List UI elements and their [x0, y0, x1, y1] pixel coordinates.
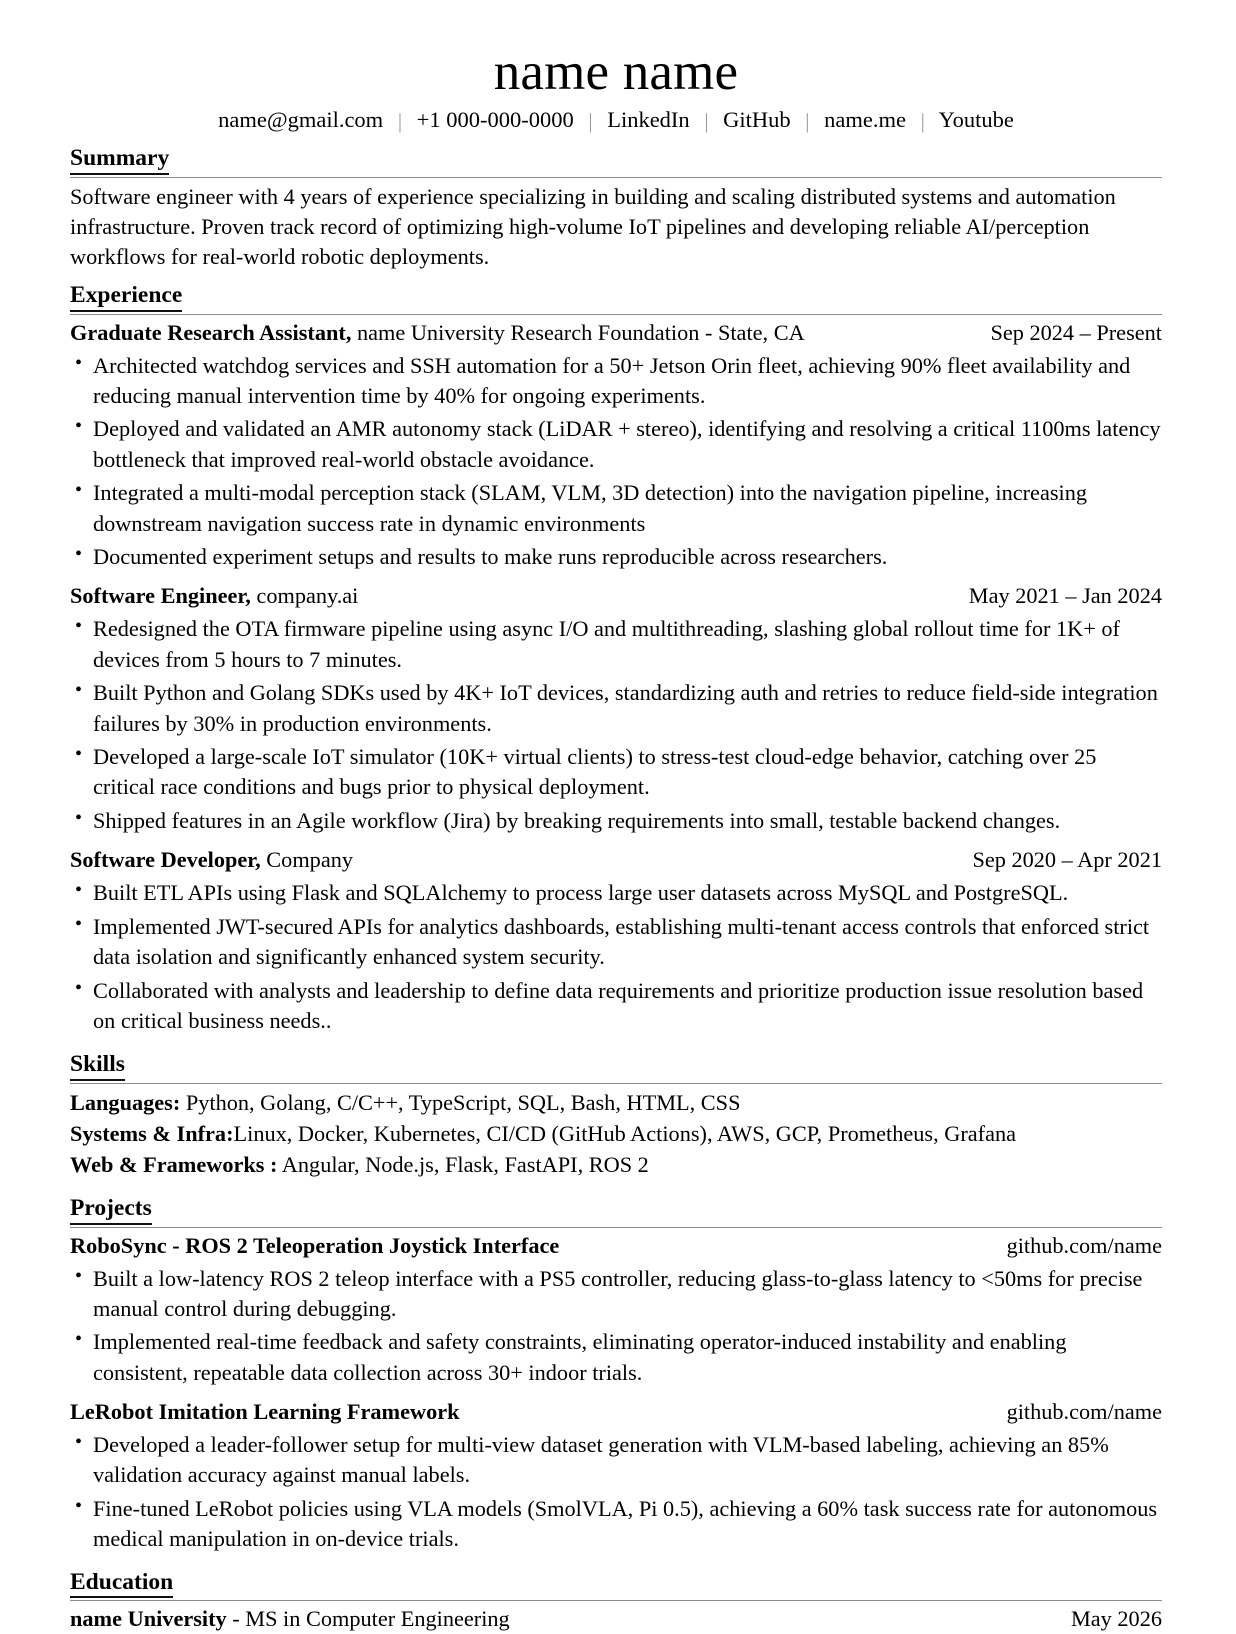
spacer	[70, 1036, 1162, 1051]
contact-youtube-link[interactable]: Youtube	[938, 107, 1014, 133]
experience-entry-title	[70, 319, 972, 348]
education-left	[70, 1605, 510, 1634]
project-entry-head	[70, 1398, 1162, 1427]
job-date: Sep 2024 – Present	[990, 319, 1162, 345]
contact-separator-icon: |	[920, 109, 925, 134]
contact-linkedin-link[interactable]: LinkedIn	[607, 107, 690, 133]
experience-bullets	[70, 878, 1162, 1036]
list-item: • Redesigned the OTA firmware pipeline using async I/O and multithreading, slashing global rollout time for 1K+ of devices from 5 hours to 7 minutes.	[70, 614, 1162, 674]
experience-entry-head	[70, 846, 1162, 875]
list-item: • Architected watchdog services and SSH automation for a 50+ Jetson Orin fleet, achieving 90% fleet availability and reducing manual intervention time by 40% for ongoing experiments.	[70, 351, 1162, 411]
contact-separator-icon: |	[805, 109, 810, 134]
section-education	[70, 1569, 1162, 1634]
section-rule	[70, 1227, 1162, 1228]
list-item: • Deployed and validated an AMR autonomy stack (LiDAR + stereo), identifying and resolving a critical 1100ms latency bottleneck that improved real-world obstacle avoidance.	[70, 414, 1162, 474]
experience-bullets	[70, 351, 1162, 573]
spacer	[70, 1554, 1162, 1569]
project-link[interactable]: github.com/name	[1006, 1232, 1162, 1258]
spacer	[70, 1180, 1162, 1195]
project-bullets	[70, 1430, 1162, 1554]
experience-entry	[70, 319, 1162, 573]
job-role: Software Engineer,	[70, 583, 251, 609]
section-skills	[70, 1051, 1162, 1180]
experience-entry-head	[70, 582, 1162, 611]
contact-line	[70, 106, 1162, 134]
experience-entry-head	[70, 319, 1162, 348]
list-item: • Developed a large-scale IoT simulator (10K+ virtual clients) to stress-test cloud-edge behavior, catching over 25 critical race conditions and bugs prior to physical deployment.	[70, 742, 1162, 802]
education-heading-wrap	[70, 1569, 1162, 1598]
projects-heading-wrap	[70, 1195, 1162, 1224]
contact-separator-icon: |	[704, 109, 709, 134]
section-experience	[70, 282, 1162, 1036]
skill-value: Angular, Node.js, Flask, FastAPI, ROS 2	[277, 1152, 649, 1178]
list-item: • Implemented real-time feedback and safety constraints, eliminating operator-induced instability and enabling consistent, repeatable data collection across 30+ indoor trials.	[70, 1327, 1162, 1387]
list-item: • Built a low-latency ROS 2 teleop interface with a PS5 controller, reducing glass-to-glass latency to <50ms for precise manual control during debugging.	[70, 1264, 1162, 1324]
section-heading-experience: Experience	[70, 282, 182, 311]
skills-heading-wrap	[70, 1051, 1162, 1080]
education-degree: - MS in Computer Engineering	[226, 1606, 510, 1632]
project-entry	[70, 1398, 1162, 1554]
list-item: • Fine-tuned LeRobot policies using VLA models (SmolVLA, Pi 0.5), achieving a 60% task success rate for autonomous medical manipulation in on-device trials.	[70, 1494, 1162, 1554]
project-entry	[70, 1232, 1162, 1388]
section-heading-summary: Summary	[70, 145, 169, 174]
contact-website-link[interactable]: name.me	[824, 107, 906, 133]
section-heading-projects: Projects	[70, 1195, 152, 1224]
candidate-name: name name	[493, 43, 739, 101]
section-heading-skills: Skills	[70, 1051, 125, 1080]
job-date: May 2021 – Jan 2024	[968, 583, 1162, 609]
resume-header	[70, 44, 1162, 134]
section-rule	[70, 314, 1162, 315]
section-heading-education: Education	[70, 1569, 173, 1598]
education-school: name University	[70, 1606, 227, 1632]
project-title: LeRobot Imitation Learning Framework	[70, 1398, 460, 1424]
list-item: • Implemented JWT-secured APIs for analytics dashboards, establishing multi-tenant access controls that enforced strict data isolation and significantly enhanced system security.	[70, 912, 1162, 972]
skill-label: Web & Frameworks :	[70, 1152, 278, 1178]
experience-entry	[70, 846, 1162, 1036]
summary-heading-wrap	[70, 145, 1162, 174]
project-bullets	[70, 1264, 1162, 1388]
contact-phone[interactable]: +1 000-000-0000	[416, 107, 574, 133]
list-item: • Built Python and Golang SDKs used by 4K+ IoT devices, standardizing auth and retries to reduce field-side integration failures by 30% in production environments.	[70, 678, 1162, 738]
section-rule	[70, 1600, 1162, 1601]
job-org: company.ai	[250, 583, 359, 609]
section-rule	[70, 177, 1162, 178]
section-projects	[70, 1195, 1162, 1554]
skill-label: Systems & Infra:	[70, 1120, 234, 1146]
experience-entry-title	[70, 846, 954, 875]
skill-line-web-frameworks	[70, 1150, 1162, 1180]
contact-github-link[interactable]: GitHub	[723, 107, 791, 133]
job-date: Sep 2020 – Apr 2021	[972, 847, 1162, 873]
project-link[interactable]: github.com/name	[1006, 1398, 1162, 1424]
skill-label: Languages:	[70, 1089, 181, 1115]
skill-value: Python, Golang, C/C++, TypeScript, SQL, Bash, HTML, CSS	[180, 1089, 741, 1115]
job-role: Software Developer,	[70, 847, 261, 873]
list-item: • Built ETL APIs using Flask and SQLAlchemy to process large user datasets across MySQL and PostgreSQL.	[70, 878, 1162, 908]
experience-bullets	[70, 614, 1162, 836]
experience-heading-wrap	[70, 282, 1162, 311]
summary-text: Software engineer with 4 years of experience specializing in building and scaling distributed systems and automation infrastructure. Proven track record of optimizing high-volume IoT pipelines and developing reliable AI/perception workflows for real-world robotic deployments.	[70, 183, 1116, 270]
experience-entry	[70, 582, 1162, 836]
experience-entry-title	[70, 582, 951, 611]
project-title: RoboSync - ROS 2 Teleoperation Joystick Interface	[70, 1232, 560, 1258]
education-date: May 2026	[1070, 1606, 1162, 1632]
contact-email[interactable]: name@gmail.com	[218, 107, 384, 133]
list-item: • Shipped features in an Agile workflow (Jira) by breaking requirements into small, testable backend changes.	[70, 806, 1162, 836]
list-item: • Collaborated with analysts and leadership to define data requirements and prioritize production issue resolution based on critical business needs..	[70, 976, 1162, 1036]
job-role: Graduate Research Assistant,	[70, 319, 352, 345]
skill-line-languages	[70, 1088, 1162, 1118]
list-item: • Documented experiment setups and results to make runs reproducible across researchers.	[70, 542, 1162, 572]
project-entry-head	[70, 1232, 1162, 1261]
contact-separator-icon: |	[588, 109, 593, 134]
job-org: Company	[260, 847, 354, 873]
list-item: • Integrated a multi-modal perception stack (SLAM, VLM, 3D detection) into the navigation pipeline, increasing downstream navigation success rate in dynamic environments	[70, 478, 1162, 538]
list-item: • Developed a leader-follower setup for multi-view dataset generation with VLM-based labeling, achieving an 85% validation accuracy against manual labels.	[70, 1430, 1162, 1490]
spacer	[70, 272, 1162, 282]
education-entry	[70, 1605, 1162, 1634]
section-summary	[70, 145, 1162, 272]
contact-separator-icon: |	[397, 109, 403, 134]
skill-line-systems-infra	[70, 1119, 1162, 1149]
job-org: name University Research Foundation - State, CA	[351, 319, 805, 345]
section-rule	[70, 1083, 1162, 1084]
skill-value: Linux, Docker, Kubernetes, CI/CD (GitHub Actions), AWS, GCP, Prometheus, Grafana	[233, 1120, 1017, 1146]
